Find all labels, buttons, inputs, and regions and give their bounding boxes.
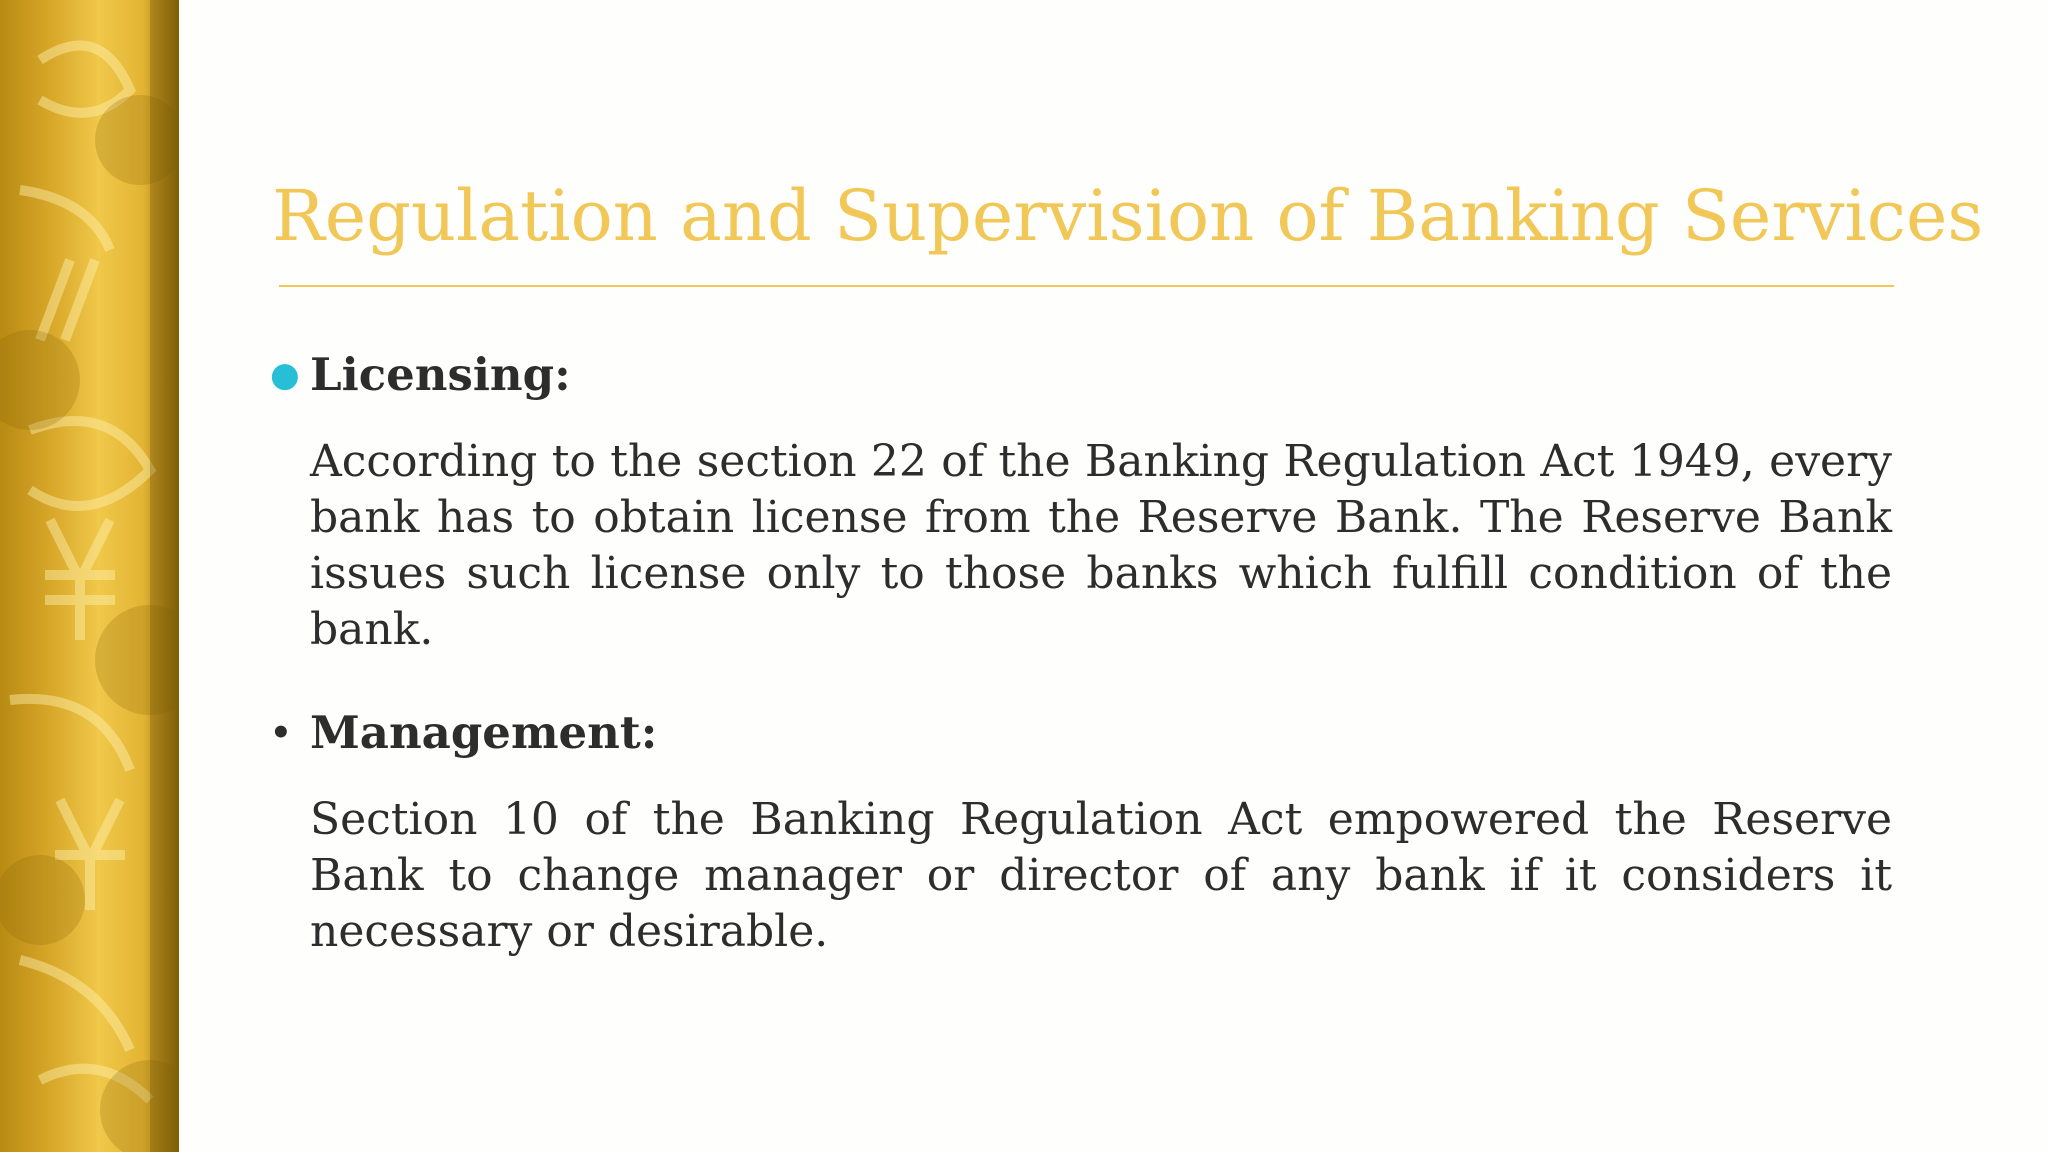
bullet-heading: Management: [310,706,658,759]
bullet-heading: Licensing: [310,348,571,401]
bullet-item-management [270,698,1892,768]
slide-title: Regulation and Supervision of Banking Services [272,175,1984,257]
bullet-dot-icon: • [270,713,292,753]
bullet-body-text: Section 10 of the Banking Regulation Act empowered the Reserve Bank to change manager or director of any bank if it considers it necessary or desirable. [310,794,1892,957]
bullet-dot-icon: ● [270,355,300,395]
slide-content [270,340,1892,960]
bullet-body-text: According to the section 22 of the Banking Regulation Act 1949, every bank has to obtain license from the Reserve Bank. The Reserve Bank issues such license only to those banks which fulfill condition of the bank. [310,436,1892,655]
bullet-item-licensing [270,340,1892,410]
currency-pattern-icon [0,0,179,1152]
title-divider [279,285,1894,287]
gold-currency-symbols-pattern [0,0,179,1152]
